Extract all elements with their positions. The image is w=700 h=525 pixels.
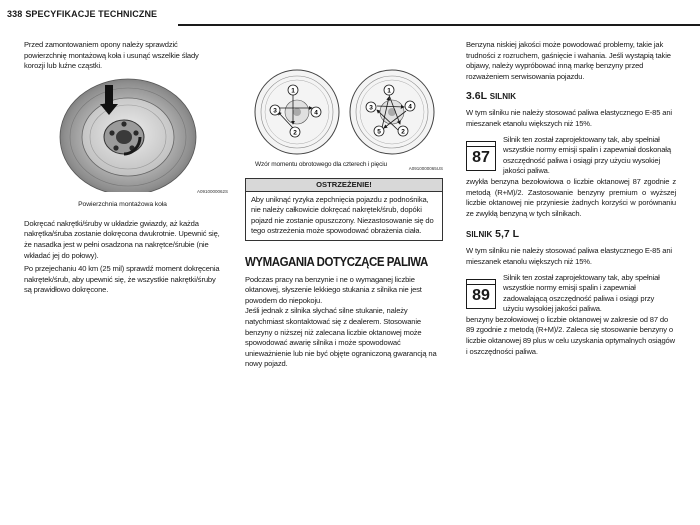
figure-id: A0910000065US [408, 166, 443, 171]
lug-label: 1 [387, 87, 391, 95]
octane-number: 89 [472, 286, 490, 304]
octane-number: 87 [472, 148, 490, 166]
warning-text: Aby uniknąć ryzyka zepchnięcia pojazdu z podnośnika, nie należy całkowicie dokręcać nakrętek/śrub, dopóki pojazd nie zostanie opuszczony. Niezastosowanie się do tego ostrzeżenia może spowodować obrażenia ciała. [251, 195, 434, 236]
column-middle [245, 60, 443, 370]
fuel-quality-text: Benzyna niskiej jakości może powodować problemy, takie jak trudności z rozruchem, gaśnięcie i wahania. Jeśli wystąpią takie objawy, należy wypróbować inną markę benzyny przed rozważeniem serwisowania pojazdu. [466, 40, 671, 81]
fuel-text-1: Podczas pracy na benzynie i ne o wymaganej liczbie oktanowej, słyszenie lekkiego stukania z silnika nie jest powodem do niepokoju. [245, 274, 422, 305]
octane-87-block [466, 135, 676, 177]
five-lug-wheel [350, 70, 434, 154]
figure-caption: Wzór momentu obrotowego dla czterech i pięciu [255, 161, 387, 168]
lug-label: 4 [408, 103, 412, 111]
wheel-hub-illustration [48, 77, 208, 192]
engine-label: SILNIK [489, 92, 516, 102]
lug-label: 1 [291, 87, 295, 95]
octane-87-continued: zwykła benzyna bezołowiowa o liczbie oktanowej 87 zgodnie z metodą (R+M)/2. Zastosowanie benzyny premium o wyższej liczbie oktanowej nie przyniesie żadnych korzyści w porównaniu ze zwykłą benzyną w tych silnikach. [466, 176, 676, 218]
figure-id: A0910000062S [196, 188, 228, 194]
engine-57-flexfuel-text: W tym silniku nie należy stosować paliwa elastycznego E-85 ani mieszanek etanolu większych niż 15%. [466, 246, 672, 266]
header-rule [178, 24, 700, 26]
section-title: SPECYFIKACJE TECHNICZNE [25, 9, 158, 19]
octane-87-text: Silnik ten został zaprojektowany tak, aby spełniał wszystkie normy emisji spalin i zapewniał doskonałą oszczędność paliwa i osiągi przy użyciu wysokiej jakości paliwa. [503, 134, 671, 176]
page-header [7, 9, 157, 19]
column-right [466, 40, 676, 357]
engine-57-heading [466, 228, 676, 240]
fuel-text-2: Jeśli jednak z silnika słychać silne stukanie, należy natychmiast skontaktować się z dealerem. Stosowanie benzyny o niższej niż zalecana liczbie oktanowej może spowodować awarię silnika i może spowodować unieważnienie lub nie być objęte ograniczoną gwarancją na nowy pojazd. [245, 306, 437, 369]
engine-size: 3.6L [466, 90, 487, 103]
column-left [24, 40, 228, 296]
star-pattern-text: Dokręcać nakrętki/śruby w układzie gwiazdy, aż każda nakrętka/śruba zostanie dokręcona dwukrotnie. Upewnić się, że nasadka jest w pełni osadzona na nakrętce/śrubie (nie wkładać jej do połowy). [24, 218, 220, 260]
four-lug-wheel [255, 70, 339, 154]
lug-label: 4 [314, 109, 318, 117]
lug-label: 3 [369, 104, 373, 112]
torque-pattern-illustration [245, 60, 443, 160]
wheel-mounting-figure [48, 77, 228, 194]
torque-pattern-figure [245, 60, 443, 170]
engine-36-flexfuel-text: W tym silniku nie należy stosować paliwa elastycznego E-85 ani mieszanek etanolu większych niż 15%. [466, 108, 672, 128]
wheel-intro-text: Przed zamontowaniem opony należy sprawdzić powierzchnię montażową koła i usunąć wszelkie ślady korozji lub luźne cząstki. [24, 40, 199, 71]
engine-36-heading [466, 90, 676, 102]
retorque-text: Po przejechaniu 40 km (25 mil) sprawdź moment dokręcenia nakrętek/śrub, aby upewnić się, że wszystkie nakrętki/śruby są prawidłowo dokręcone. [24, 264, 220, 295]
engine-size: 5,7 L [495, 228, 520, 241]
lug-label: 3 [273, 107, 277, 115]
figure-caption: Powierzchnia montażowa koła [78, 200, 167, 208]
octane-89-block [466, 273, 676, 315]
lug-label: 2 [401, 128, 405, 136]
octane-89-continued: benzyny bezołowiowej o liczbie oktanowej w zakresie od 87 do 89 zgodnie z metodą (R+M)/2. Zaleca się stosowanie benzyny o liczbie oktanowej 89 plus w celu uzyskania optymalnych osiągów i oszczędności paliwa. [466, 314, 675, 356]
octane-89-icon [466, 279, 496, 309]
octane-87-icon [466, 141, 496, 171]
engine-label: SILNIK [466, 230, 493, 240]
warning-title: OSTRZEŻENIE! [246, 179, 442, 192]
lug-label: 2 [293, 129, 297, 137]
page-number: 338 [7, 9, 23, 19]
warning-box [245, 178, 443, 241]
lug-label: 5 [377, 128, 381, 136]
fuel-requirements-heading: WYMAGANIA DOTYCZĄCE PALIWA [245, 254, 428, 269]
octane-89-text: Silnik ten został zaprojektowany tak, aby spełniał wszystkie normy emisji spalin i zapewniał zadowalającą oszczędność paliwa i osiągi przy użyciu wysokiej jakości paliwa. [503, 272, 660, 314]
